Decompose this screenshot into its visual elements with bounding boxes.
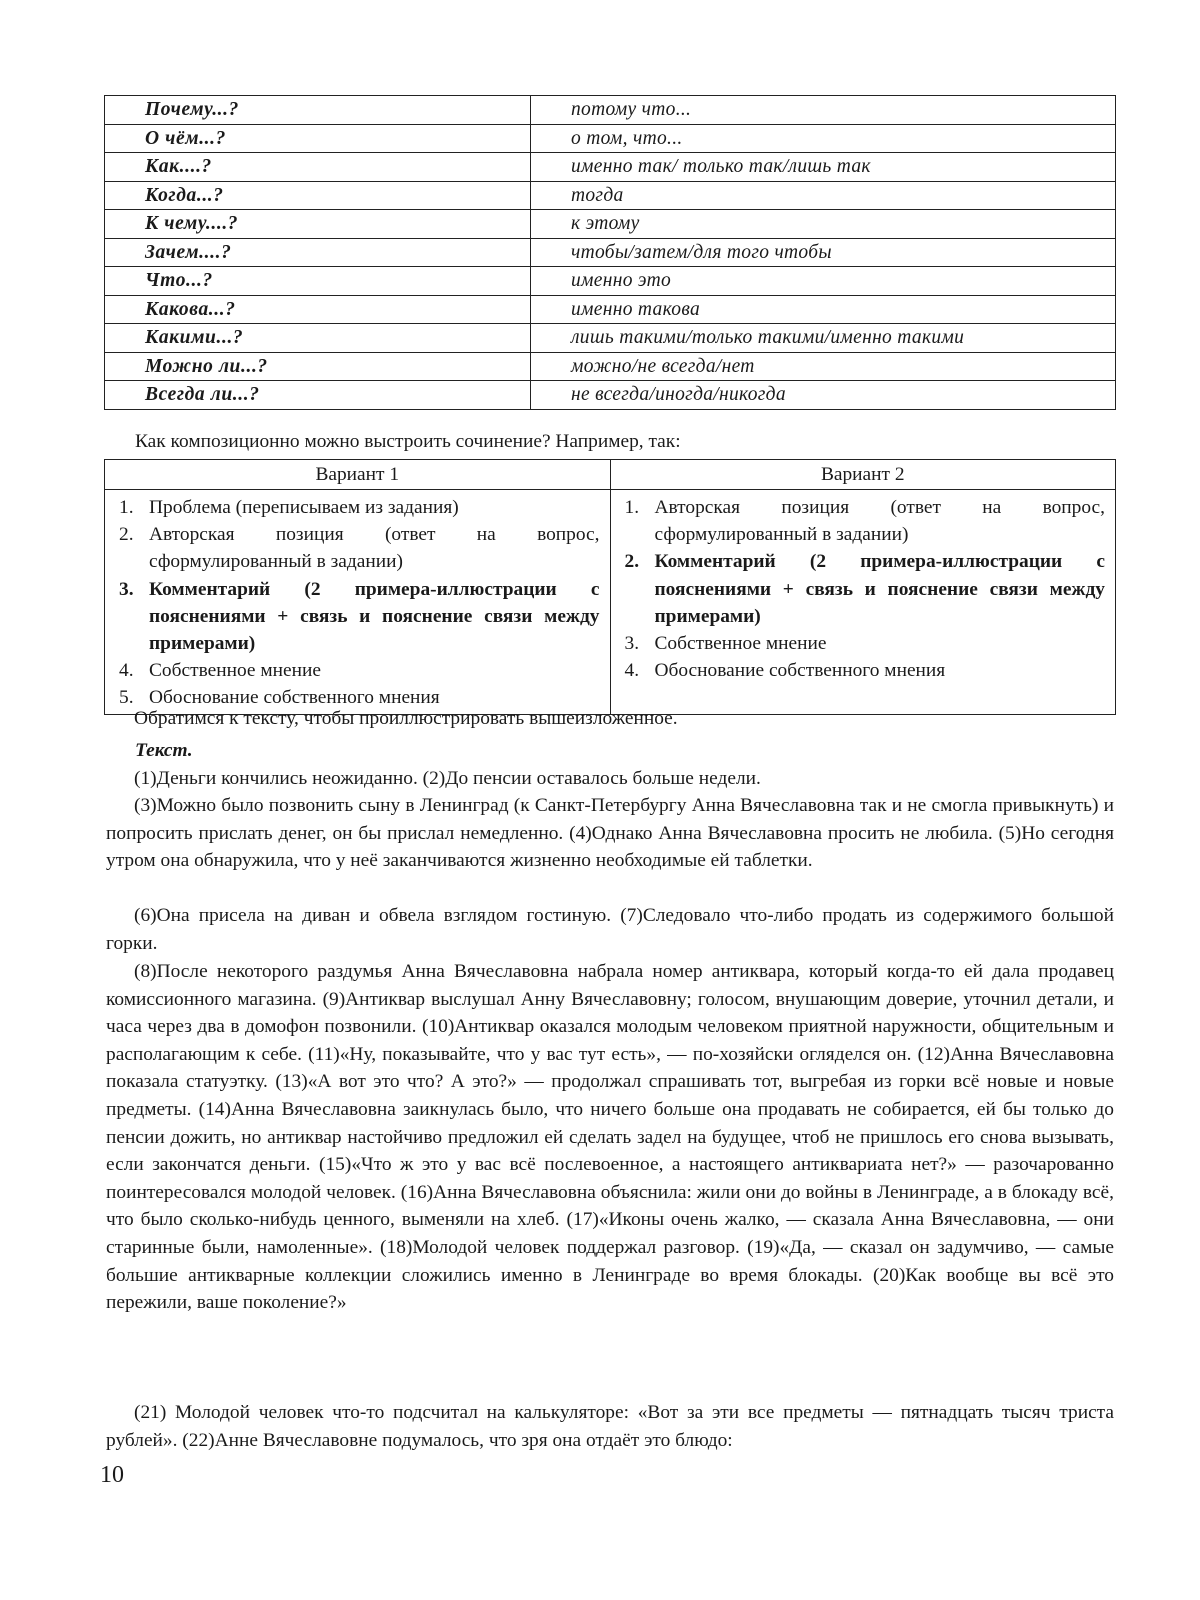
table-row [105, 324, 1116, 353]
list-item [625, 494, 1106, 548]
text-paragraph: (21) Молодой человек что-то подсчитал на калькуляторе: «Вот за эти все предметы — пятнадцать тысяч триста рублей». (22)Анне Вячеславовне подумалось, что зря она отдаёт это блюдо: [106, 1402, 1114, 1451]
question-cell: Что...? [105, 267, 531, 296]
question-cell: Почему...? [105, 96, 531, 125]
variant-2-cell [610, 490, 1116, 715]
list-item [625, 657, 1106, 684]
variant-1-header: Вариант 1 [105, 460, 611, 490]
answer-cell: именно такова [531, 295, 1116, 324]
item-text: Комментарий (2 примера-иллюстрации с пояснениями + связь и пояснение связи между примерами) [149, 578, 600, 655]
page-number: 10 [100, 1462, 124, 1488]
variants-table [104, 459, 1116, 715]
variants-body-row [105, 490, 1116, 715]
text-paragraph: (1)Деньги кончились неожиданно. (2)До пенсии оставалось больше недели. [134, 768, 761, 789]
table-row [105, 124, 1116, 153]
item-text: Авторская позиция (ответ на вопрос, сформулированный в задании) [654, 497, 1105, 546]
item-number: 4. [624, 660, 640, 682]
text-paragraph: (6)Она присела на диван и обвела взглядом гостиную. (7)Следовало что-либо продать из содержимого большой горки. [106, 905, 1114, 954]
table-row [105, 210, 1116, 239]
table-row [105, 381, 1116, 410]
item-number: 1. [624, 497, 640, 518]
question-cell: К чему....? [105, 210, 531, 239]
answer-cell: можно/не всегда/нет [531, 352, 1116, 381]
text-label: Текст. [135, 740, 193, 761]
list-item [119, 521, 600, 575]
text-paragraph: (8)После некоторого раздумья Анна Вячеславовна набрала номер антиквара, который когда-то ей дала продавец комиссионного магазина. (9)Антиквар выслушал Анну Вячеславовну; голосом, внушающим доверие, уточнил детали, и часа через два в домофон позвонили. (10)Антиквар оказался молодым человеком приятной наружности, общительным и располагающим к себе. (11)«Ну, показывайте, что у вас тут есть», — по-хозяйски огляделся он. (12)Анна Вячеславовна показала статуэтку. (13)«А вот это что? А это?» — продолжал спрашивать тот, выгребая из горки всё новые и новые предметы. (14)Анна Вячеславовна заикнулась было, что ничего больше она продавать не собирается, ей бы только до пенсии дожить, но антиквар настойчиво предложил ей сделать задел на будущее, чтоб не пришлось его снова вызывать, если закончатся деньги. (15)«Что ж это у вас всё послевоенное, а настоящего антиквариата нет?» — разочарованно поинтересовался молодой человек. (16)Анна Вячеславовна объяснила: жили они до войны в Ленинграде, а в блокаду всё, что было сколько-нибудь ценного, выменяли на хлеб. (17)«Иконы очень жалко, — сказала Анна Вячеславовна, — они старинные были, намоленные». (18)Молодой человек поддержал разговор. (19)«Да, — сказал он задумчиво, — самые большие антикварные коллекции сложились именно в Ленинграде во время блокады. (20)Как вообще вы всё это пережили, ваше поколение?» [106, 961, 1114, 1314]
question-cell: Какими...? [105, 324, 531, 353]
answer-cell: чтобы/затем/для того чтобы [531, 238, 1116, 267]
item-text: Обоснование собственного мнения [654, 660, 946, 682]
table-row [105, 295, 1116, 324]
item-text: Собственное мнение [654, 633, 827, 655]
list-item [119, 657, 600, 684]
variant-1-cell [105, 490, 611, 715]
list-item [119, 576, 600, 658]
list-item [625, 630, 1106, 657]
answer-cell: о том, что... [531, 124, 1116, 153]
question-answer-table [104, 95, 1116, 410]
question-cell: Когда...? [105, 181, 531, 210]
variant-2-header: Вариант 2 [610, 460, 1116, 490]
table-row [105, 267, 1116, 296]
table-row [105, 96, 1116, 125]
table-row [105, 352, 1116, 381]
variants-header-row [105, 460, 1116, 490]
question-cell: О чём...? [105, 124, 531, 153]
item-number: 3. [624, 633, 640, 655]
transition-paragraph: Обратимся к тексту, чтобы проиллюстрировать вышеизложенное. [134, 708, 678, 729]
item-number: 2. [624, 551, 640, 573]
question-cell: Можно ли...? [105, 352, 531, 381]
answer-cell: именно это [531, 267, 1116, 296]
table-row [105, 238, 1116, 267]
list-item [625, 548, 1106, 630]
item-number: 4. [119, 660, 134, 682]
question-cell: Всегда ли...? [105, 381, 531, 410]
answer-cell: не всегда/иногда/никогда [531, 381, 1116, 410]
text-paragraph: (3)Можно было позвонить сыну в Ленинград (к Санкт-Петербургу Анна Вячеславовна так и не смогла привыкнуть) и попросить прислать денег, он бы прислал немедленно. (4)Однако Анна Вячеславовна просить не любила. (5)Но сегодня утром она обнаружила, что у неё заканчиваются жизненно необходимые ей таблетки. [106, 795, 1114, 872]
answer-cell: тогда [531, 181, 1116, 210]
list-item [119, 494, 600, 521]
variant-2-list [625, 494, 1106, 684]
table-row [105, 181, 1116, 210]
question-cell: Зачем....? [105, 238, 531, 267]
item-text: Комментарий (2 примера-иллюстрации с пояснениями + связь и пояснение связи между примерами) [654, 551, 1105, 627]
answer-cell: лишь такими/только такими/именно такими [531, 324, 1116, 353]
item-number: 3. [119, 578, 134, 600]
question-cell: Как....? [105, 153, 531, 182]
item-text: Авторская позиция (ответ на вопрос, сформулированный в задании) [149, 524, 600, 573]
answer-cell: именно так/ только так/лишь так [531, 153, 1116, 182]
item-number: 1. [119, 497, 134, 518]
composition-intro: Как композиционно можно выстроить сочинение? Например, так: [135, 431, 681, 452]
question-cell: Какова...? [105, 295, 531, 324]
item-number: 2. [119, 524, 134, 546]
table-row [105, 153, 1116, 182]
item-text: Обоснование собственного мнения [149, 687, 440, 709]
answer-cell: к этому [531, 210, 1116, 239]
item-text: Собственное мнение [149, 660, 321, 682]
item-number: 5. [119, 687, 134, 709]
item-text: Проблема (переписываем из задания) [149, 497, 459, 518]
variant-1-list [119, 494, 600, 712]
answer-cell: потому что... [531, 96, 1116, 125]
